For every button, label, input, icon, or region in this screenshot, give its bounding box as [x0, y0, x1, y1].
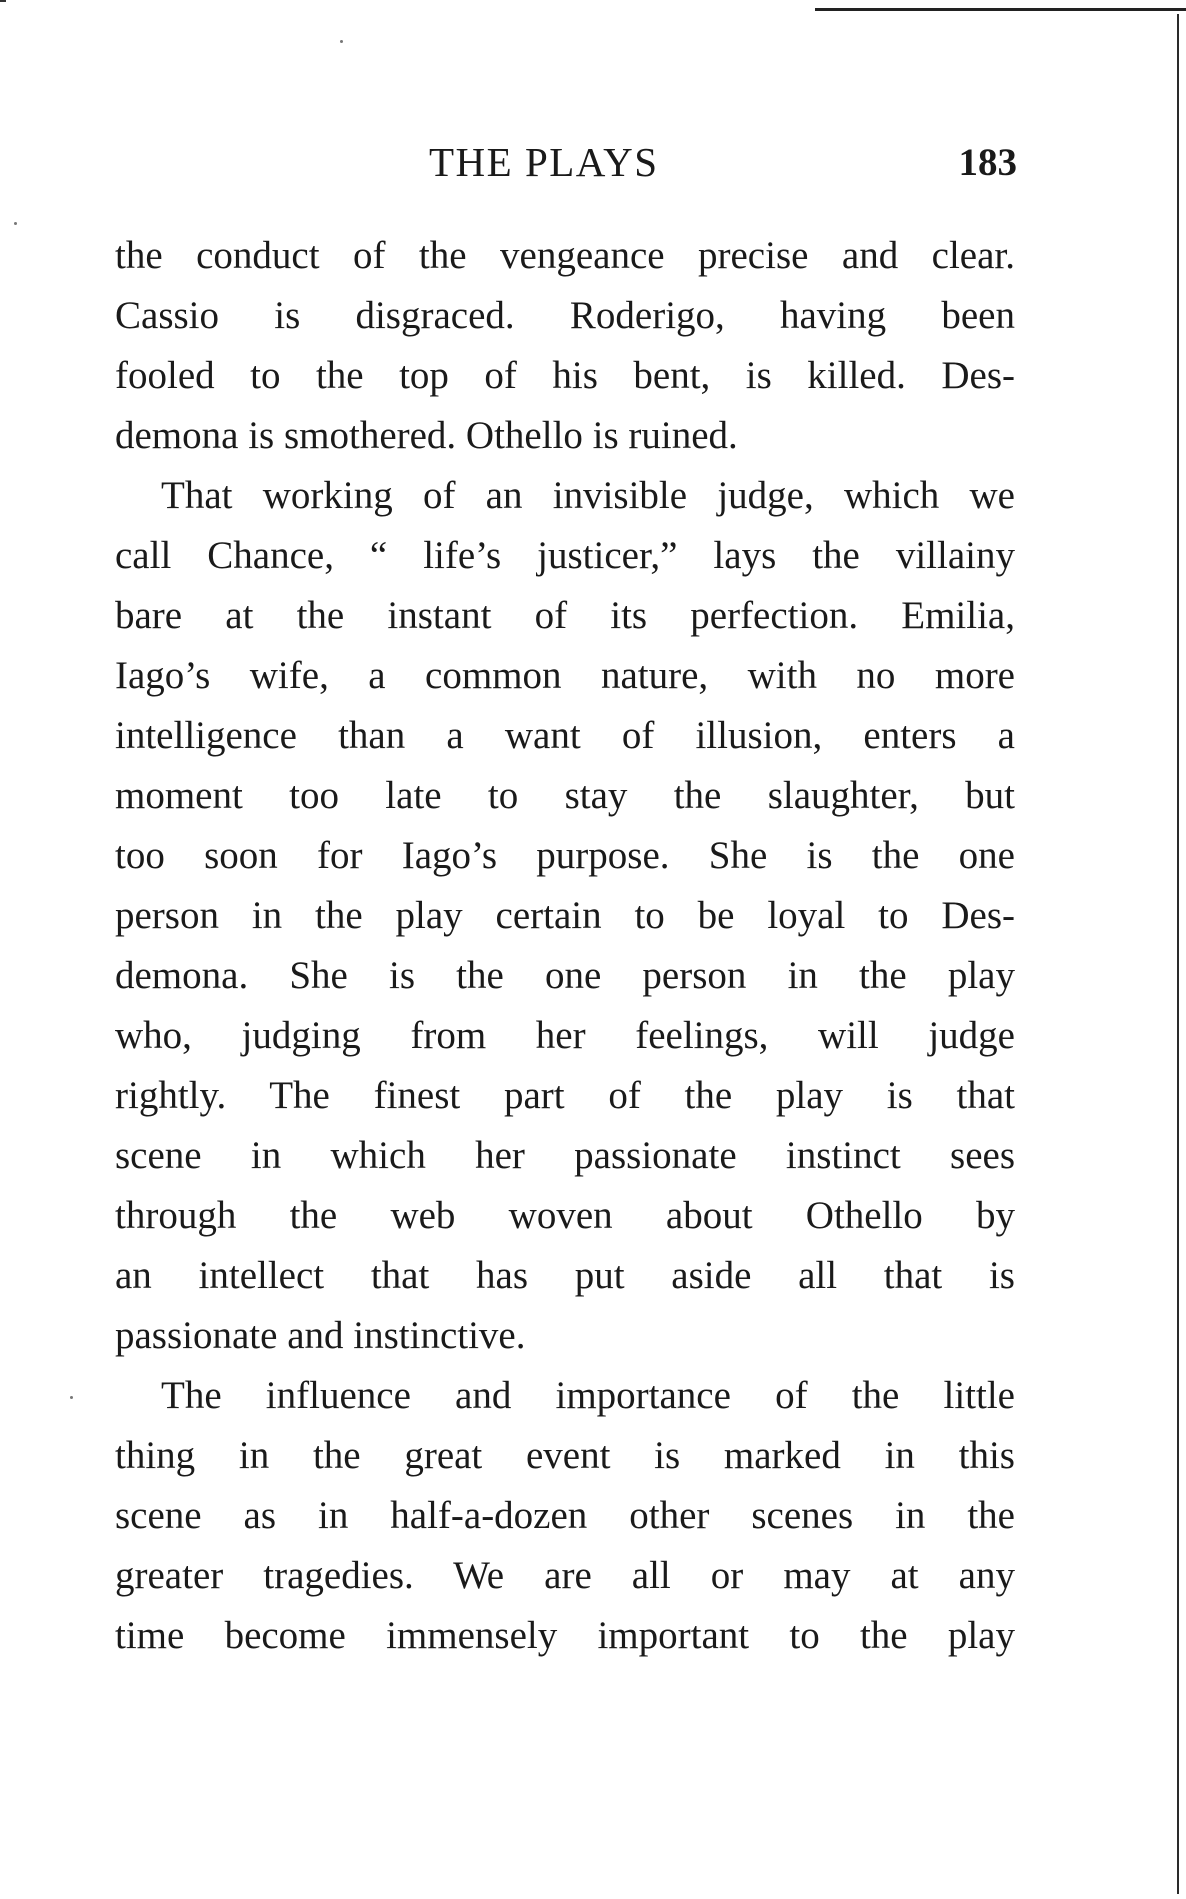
- text-line: greater tragedies. We are all or may at any: [115, 1554, 1015, 1597]
- running-head: [117, 138, 1017, 198]
- scan-speck: [340, 40, 343, 43]
- top-edge-rule: [815, 8, 1186, 11]
- text-line: fooled to the top of his bent, is killed. Des-: [115, 354, 1015, 397]
- text-line: time become immensely important to the play: [115, 1614, 1015, 1657]
- text-line: moment too late to stay the slaughter, but: [115, 774, 1015, 817]
- text-line: too soon for Iago’s purpose. She is the one: [115, 834, 1015, 877]
- text-line: call Chance, “ life’s justicer,” lays the villainy: [115, 534, 1015, 577]
- text-line: Iago’s wife, a common nature, with no more: [115, 654, 1015, 697]
- paragraph: [115, 466, 1015, 1366]
- body-text: [115, 226, 1015, 1666]
- text-line: the conduct of the vengeance precise and clear.: [115, 234, 1015, 277]
- paragraph: [115, 1366, 1015, 1666]
- text-line: scene in which her passionate instinct sees: [115, 1134, 1015, 1177]
- text-line: bare at the instant of its perfection. Emilia,: [115, 594, 1015, 637]
- text-line: rightly. The finest part of the play is that: [115, 1074, 1015, 1117]
- text-line: an intellect that has put aside all that is: [115, 1254, 1015, 1297]
- text-line: intelligence than a want of illusion, enters a: [115, 714, 1015, 757]
- text-line: That working of an invisible judge, which we: [161, 474, 1015, 517]
- page-number: 183: [958, 141, 1017, 184]
- text-line: The influence and importance of the little: [161, 1374, 1015, 1417]
- text-line: demona is smothered. Othello is ruined.: [115, 414, 738, 457]
- scan-speck: [14, 222, 17, 225]
- paragraph: [115, 226, 1015, 466]
- text-line: demona. She is the one person in the play: [115, 954, 1015, 997]
- text-line: thing in the great event is marked in this: [115, 1434, 1015, 1477]
- text-line: Cassio is disgraced. Roderigo, having been: [115, 294, 1015, 337]
- text-line: scene as in half-a-dozen other scenes in the: [115, 1494, 1015, 1537]
- text-line: through the web woven about Othello by: [115, 1194, 1015, 1237]
- text-line: passionate and instinctive.: [115, 1314, 526, 1357]
- scan-speck: [70, 1396, 73, 1399]
- page-edge-rule: [1177, 14, 1179, 1894]
- running-head-title: THE PLAYS: [429, 139, 659, 185]
- corner-mark: [0, 0, 6, 2]
- text-line: person in the play certain to be loyal to Des-: [115, 894, 1015, 937]
- text-line: who, judging from her feelings, will judge: [115, 1014, 1015, 1057]
